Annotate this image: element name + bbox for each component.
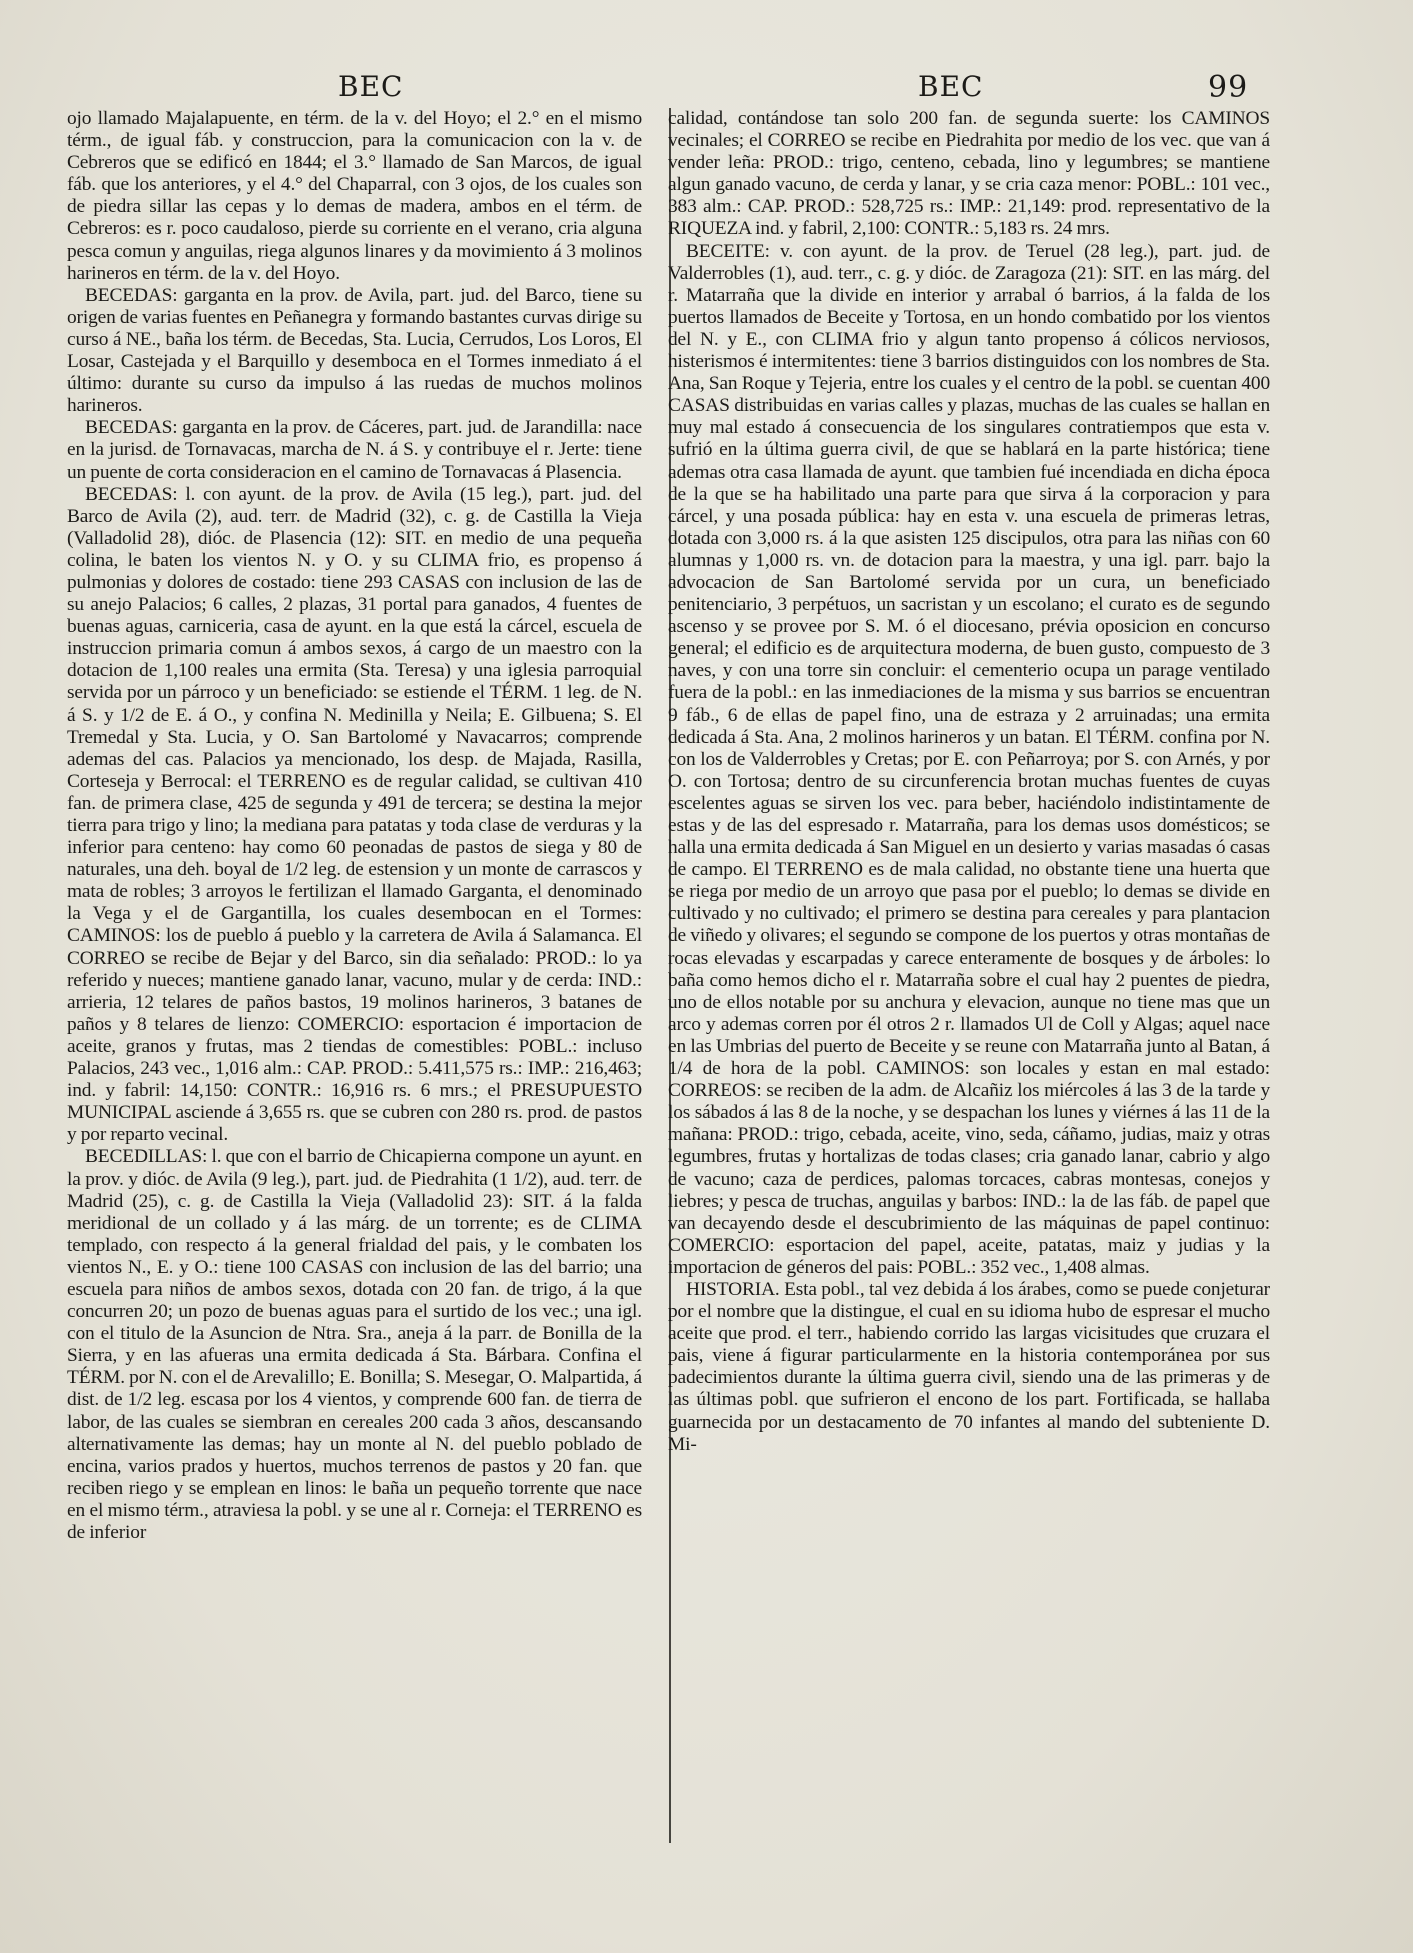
left-column [67, 108, 642, 1544]
running-head-right: BEC [918, 70, 984, 103]
paragraph: BECEITE: v. con ayunt. de la prov. de Teruel (28 leg.), part. jud. de Valderrobles (1), aud. terr., c. g. y dióc. de Zaragoza (21): SIT. en las márg. del r. Matarraña que la divide en interior y arrabal ó barrios, á la falda de los puertos llamados de Beceite y Tortosa, en un hondo combatido por los vientos del N. y E., con CLIMA frio y algun tanto propenso á cólicos nerviosos, histerismos é intermitentes: tiene 3 barrios distinguidos con los nombres de Sta. Ana, San Roque y Tejeria, entre los cuales y el centro de la pobl. se cuentan 400 CASAS distribuidas en varias calles y plazas, muchas de las cuales se hallan en muy mal estado á consecuencia de los singulares contratiempos que esta v. sufrió en la última guerra civil, de que se hablará en la parte histórica; tiene ademas otra casa llamada de ayunt. que tambien fué incendiada en dicha época de la que se ha habilitado una parte para que sirva á la corporacion y para cárcel, y una posada pública: hay en esta v. una escuela de primeras letras, dotada con 3,000 rs. á la que asisten 125 discipulos, otra para las niñas con 60 alumnas y 1,000 rs. vn. de dotacion para la maestra, y una igl. parr. bajo la advocacion de San Bartolomé servida por un cura, un beneficiado penitenciario, 3 perpétuos, un sacristan y un escolano; el curato es de segundo ascenso y se provee por S. M. ó el diocesano, prévia oposicion en concurso general; el edificio es de arquitectura moderna, de buen gusto, compuesto de 3 naves, y con una torre sin concluir: el cementerio ocupa un parage ventilado fuera de la pobl.: en las inmediaciones de la misma y sus barrios se encuentran 9 fáb., 6 de ellas de papel fino, una de estraza y 2 arruinadas; una ermita dedicada á Sta. Ana, 2 molinos harineros y un batan. El TÉRM. confina por N. con los de Valderrobles y Cretas; por E. con Peñarroya; por S. con Arnés, y por O. con Tortosa; dentro de su circunferencia brotan muchas fuentes de cuyas escelentes aguas se sirven los vec. para beber, haciéndolo indistintamente de estas y de las del espresado r. Matarraña, para los demas usos domésticos; se halla una ermita dedicada á San Miguel en un desierto y varias masadas ó casas de campo. El TERRENO es de mala calidad, no obstante tiene una huerta que se riega por medio de un arroyo que pasa por el pueblo; lo demas se divide en cultivado y no cultivado; el primero se destina para cereales y para plantacion de viñedo y olivares; el segundo se compone de los puertos y otras montañas de rocas elevadas y escarpadas y carece enteramente de bosques y de árboles: lo baña como hemos dicho el r. Matarraña sobre el cual hay 2 puentes de piedra, uno de ellos notable por su anchura y elevacion, aunque no tiene mas que un arco y ademas corren por él otros 2 r. llamados Ul de Coll y Algas; aquel nace en las Umbrias del puerto de Beceite y se reune con Matarraña junto al Batan, á 1/4 de hora de la pobl. CAMINOS: son locales y estan en mal estado: CORREOS: se reciben de la adm. de Alcañiz los miércoles á las 3 de la tarde y los sábados á las 8 de la noche, y se despachan los lunes y viérnes á las 11 de la mañana: PROD.: trigo, cebada, aceite, vino, seda, cáñamo, judias, maiz y otras legumbres, frutas y hortalizas de todas clases; cria ganado lanar, cabrio y algo de vacuno; caza de perdices, palomas torcaces, cabras montesas, conejos y liebres; y pesca de truchas, anguilas y barbos: IND.: la de las fáb. de papel que van decayendo desde el descubrimiento de las máquinas de papel continuo: COMERCIO: esportacion del papel, aceite, patatas, maiz y judias y la importacion de géneros del pais: POBL.: 352 vec., 1,408 almas. [668, 240, 1270, 1278]
running-head-left: BEC [338, 70, 404, 103]
paragraph: BECEDILLAS: l. que con el barrio de Chicapierna compone un ayunt. en la prov. y dióc. de Avila (9 leg.), part. jud. de Piedrahita (1 1/2), aud. terr. de Madrid (25), c. g. de Castilla la Vieja (Valladolid 23): SIT. á la falda meridional de un collado y á las márg. de un torrente; es de CLIMA templado, con respecto á la general frialdad del pais, y le combaten los vientos N., E. y O.: tiene 100 CASAS con inclusion de las del barrio; una escuela para niños de ambos sexos, dotada con 20 fan. de trigo, á la que concurren 20; un pozo de buenas aguas para el surtido de los vec.; una igl. con el titulo de la Asuncion de Ntra. Sra., aneja á la parr. de Bonilla de la Sierra, y en las afueras una ermita dedicada á Sta. Bárbara. Confina el TÉRM. por N. con el de Arevalillo; E. Bonilla; S. Mesegar, O. Malpartida, á dist. de 1/2 leg. escasa por los 4 vientos, y comprende 600 fan. de tierra de labor, de las cuales se siembran en cereales 200 cada 3 años, descansando alternativamente las demas; hay un monte al N. del pueblo poblado de encina, varios prados y huertos, muchos terrenos de pastos y 20 fan. que reciben riego y se emplean en linos: le baña un pequeño torrente que nace en el mismo térm., atraviesa la pobl. y se une al r. Corneja: el TERRENO es de inferior [67, 1146, 642, 1543]
right-column [668, 108, 1270, 1456]
page-number: 99 [1208, 70, 1249, 105]
paragraph: BECEDAS: l. con ayunt. de la prov. de Avila (15 leg.), part. jud. del Barco de Avila (2), aud. terr. de Madrid (32), c. g. de Castilla la Vieja (Valladolid 28), dióc. de Plasencia (12): SIT. en medio de una pequeña colina, le baten los vientos N. y O. y su CLIMA frio, es propenso á pulmonias y dolores de costado: tiene 293 CASAS con inclusion de las de su anejo Palacios; 6 calles, 2 plazas, 31 portal para ganados, 4 fuentes de buenas aguas, carniceria, casa de ayunt. en la que está la cárcel, escuela de instruccion primaria comun á ambos sexos, á cargo de un maestro con la dotacion de 1,100 reales una ermita (Sta. Teresa) y una iglesia parroquial servida por un párroco y un beneficiado: se estiende el TÉRM. 1 leg. de N. á S. y 1/2 de E. á O., y confina N. Medinilla y Neila; E. Gilbuena; S. El Tremedal y Sta. Lucia, y O. San Bartolomé y Navacarros; comprende ademas del cas. Palacios ya mencionado, los desp. de Majada, Rasilla, Corteseja y Berrocal: el TERRENO es de regular calidad, se cultivan 410 fan. de primera clase, 425 de segunda y 491 de tercera; se destina la mejor tierra para trigo y lino; la mediana para patatas y toda clase de verduras y la inferior para centeno: hay como 60 peonadas de pastos de siega y 80 de naturales, una deh. boyal de 1/2 leg. de estension y un monte de carrascos y mata de robles; 3 arroyos le fertilizan el llamado Garganta, el denominado la Vega y el de Gargantilla, los cuales desembocan en el Tormes: CAMINOS: los de pueblo á pueblo y la carretera de Avila á Salamanca. El CORREO se recibe de Bejar y del Barco, sin dia señalado: PROD.: lo ya referido y nueces; mantiene ganado lanar, vacuno, mular y de cerda: IND.: arrieria, 12 telares de paños bastos, 19 molinos harineros, 3 batanes de paños y 8 telares de lienzo: COMERCIO: esportacion é importacion de aceite, granos y frutas, mas 2 tiendas de comestibles: POBL.: incluso Palacios, 243 vec., 1,016 alm.: CAP. PROD.: 5.411,575 rs.: IMP.: 216,463; ind. y fabril: 14,150: CONTR.: 16,916 rs. 6 mrs.; el PRESUPUESTO MUNICIPAL asciende á 3,655 rs. que se cubren con 280 rs. prod. de pastos y por reparto vecinal. [67, 483, 642, 1146]
paragraph: BECEDAS: garganta en la prov. de Avila, part. jud. del Barco, tiene su origen de varias fuentes en Peñanegra y formando bastantes curvas dirige su curso á NE., baña los térm. de Becedas, Sta. Lucia, Cerrudos, Los Loros, El Losar, Castejada y el Barquillo y desemboca en el Tormes inmediato á el último: durante su curso da impulso á las ruedas de muchos molinos harineros. [67, 284, 642, 417]
paragraph: BECEDAS: garganta en la prov. de Cáceres, part. jud. de Jarandilla: nace en la jurisd. de Tornavacas, marcha de N. á S. y contribuye el r. Jerte: tiene un puente de corta consideracion en el camino de Tornavacas á Plasencia. [67, 417, 642, 483]
paragraph: calidad, contándose tan solo 200 fan. de segunda suerte: los CAMINOS vecinales; el CORREO se recibe en Piedrahita por medio de los vec. que van á vender leña: PROD.: trigo, centeno, cebada, lino y legumbres; se mantiene algun ganado vacuno, de cerda y lanar, y se cria caza menor: POBL.: 101 vec., 383 alm.: CAP. PROD.: 528,725 rs.: IMP.: 21,149: prod. representativo de la RIQUEZA ind. y fabril, 2,100: CONTR.: 5,183 rs. 24 mrs. [668, 108, 1270, 240]
paragraph: HISTORIA. Esta pobl., tal vez debida á los árabes, como se puede conjeturar por el nombre que la distingue, el cual en su idioma hubo de espresar el mucho aceite que prod. el terr., habiendo corrido las largas vicisitudes que cruzara el pais, viene á figurar particularmente en la historia contemporánea por sus padecimientos durante la última guerra civil, siendo una de las primeras y de las últimas pobl. que sufrieron el encono de los part. Fortificada, se hallaba guarnecida por un destacamento de 70 infantes al mando del subteniente D. Mi- [668, 1278, 1270, 1455]
paragraph: ojo llamado Majalapuente, en térm. de la v. del Hoyo; el 2.° en el mismo térm., de igual fáb. y construccion, para la comunicacion con la v. de Cebreros que se edificó en 1844; el 3.° llamado de San Marcos, de igual fáb. que los anteriores, y el 4.° del Chaparral, con 3 ojos, de los cuales son de piedra sillar las cepas y lo demas de madera, ambos en el térm. de Cebreros: es r. poco caudaloso, pierde su corriente en el verano, cria alguna pesca comun y anguilas, riega algunos linares y da movimiento á 3 molinos harineros en térm. de la v. del Hoyo. [67, 108, 642, 284]
page-header [0, 70, 1413, 110]
